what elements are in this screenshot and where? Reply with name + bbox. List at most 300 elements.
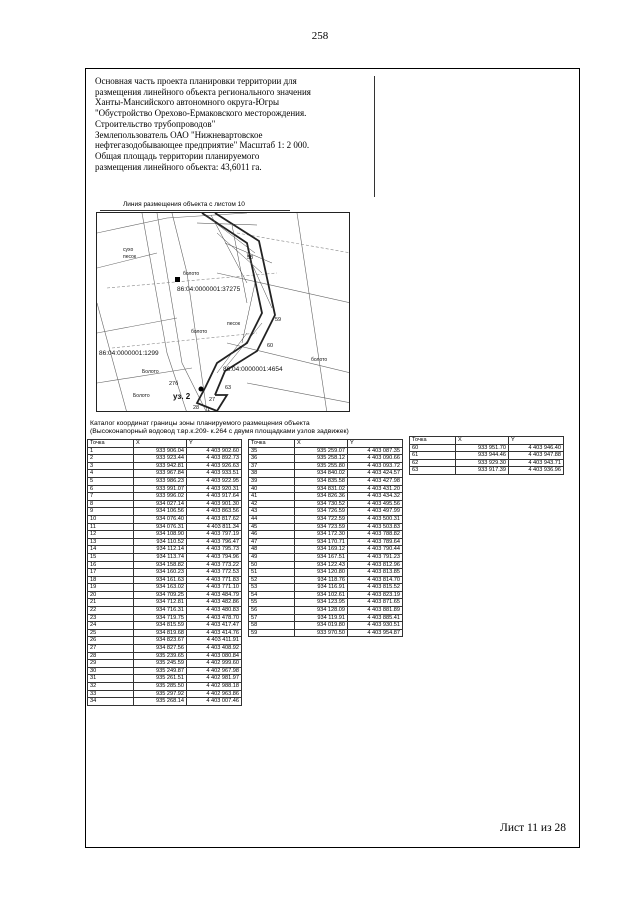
table-cell: 934 709.25	[134, 591, 187, 599]
table-cell: 4 403 408.92	[187, 645, 242, 653]
table-row	[249, 447, 403, 455]
table-cell: 4 403 797.19	[187, 531, 242, 539]
table-cell: 4 403 417.47	[187, 622, 242, 630]
table-cell: 6	[88, 485, 134, 493]
table-cell: 934 113.74	[134, 553, 187, 561]
table-row	[249, 553, 403, 561]
table-cell: 933 923.44	[134, 455, 187, 463]
table-cell: 935 245.59	[134, 660, 187, 668]
map-small-label: болото	[311, 357, 328, 363]
point-label: 28	[193, 405, 200, 411]
table-cell: 32	[88, 683, 134, 691]
table-cell: 4 403 943.71	[509, 459, 564, 467]
table-cell: 934 118.76	[295, 576, 348, 584]
table-cell: 935 261.51	[134, 675, 187, 683]
table-cell: 934 712.81	[134, 599, 187, 607]
table-cell: 4 403 812.96	[348, 561, 403, 569]
table-row	[88, 470, 242, 478]
table-cell: 4 403 926.63	[187, 462, 242, 470]
table-cell: 4 403 901.30	[187, 500, 242, 508]
table-row	[88, 523, 242, 531]
table-cell: 933 942.81	[134, 462, 187, 470]
table-row	[88, 569, 242, 577]
table-cell: 25	[88, 629, 134, 637]
table-cell: 4 403 427.98	[348, 477, 403, 485]
table-cell: 58	[249, 622, 295, 630]
table-row	[88, 629, 242, 637]
table-row	[88, 447, 242, 455]
table-cell: 20	[88, 591, 134, 599]
table-row	[249, 576, 403, 584]
table-cell: 934 169.12	[295, 546, 348, 554]
table-cell: 934 726.59	[295, 508, 348, 516]
table-cell: 22	[88, 607, 134, 615]
table-cell: 46	[249, 531, 295, 539]
table-cell: 29	[88, 660, 134, 668]
table-cell: 51	[249, 569, 295, 577]
coords-table-2	[248, 439, 403, 637]
table-cell: 26	[88, 637, 134, 645]
table-row	[88, 584, 242, 592]
map-small-label: песок	[227, 321, 241, 327]
table-cell: 934 108.90	[134, 531, 187, 539]
table-cell: 42	[249, 500, 295, 508]
table-cell: 4 403 007.46	[187, 698, 242, 706]
table-cell: 934 172.30	[295, 531, 348, 539]
table-cell: 39	[249, 477, 295, 485]
table-row	[88, 455, 242, 463]
site-map	[96, 212, 350, 412]
table-cell: 49	[249, 553, 295, 561]
title-line: Ханты-Мансийского автономного округа-Югры	[95, 97, 279, 108]
page-number: 258	[311, 30, 329, 42]
table-row	[249, 546, 403, 554]
table-cell: 934 076.31	[134, 523, 187, 531]
table-cell: 933 944.46	[456, 452, 509, 460]
table-row	[88, 690, 242, 698]
column-header: X	[134, 440, 187, 448]
table-cell: 50	[249, 561, 295, 569]
table-row	[249, 485, 403, 493]
table-cell: 63	[410, 467, 456, 475]
table-row	[88, 667, 242, 675]
table-cell: 934 815.59	[134, 622, 187, 630]
table-cell: 934 158.82	[134, 561, 187, 569]
table-cell: 4 403 823.19	[348, 591, 403, 599]
table-cell: 4 403 815.52	[348, 584, 403, 592]
table-cell: 934 106.56	[134, 508, 187, 516]
table-row	[88, 698, 242, 706]
table-cell: 4 403 482.86	[187, 599, 242, 607]
title-line: размещения линейного объекта: 43,6011 га.	[95, 161, 262, 172]
catalog-caption-line: (Высоконапорный водовод т.вр.к.209- к.264 с двумя площадками узлов задвижек)	[90, 427, 349, 435]
table-cell: 4 403 497.99	[348, 508, 403, 516]
table-row	[88, 553, 242, 561]
table-row	[249, 531, 403, 539]
table-cell: 934 160.23	[134, 569, 187, 577]
title-line: Строительство трубопроводов"	[95, 118, 216, 129]
table-row	[88, 675, 242, 683]
table-cell: 55	[249, 599, 295, 607]
table-cell: 14	[88, 546, 134, 554]
table-row	[249, 614, 403, 622]
table-row	[249, 455, 403, 463]
table-cell: 935 285.50	[134, 683, 187, 691]
table-row	[88, 576, 242, 584]
point-label: 1	[207, 407, 211, 413]
table-cell: 4 403 500.31	[348, 515, 403, 523]
table-cell: 934 120.80	[295, 569, 348, 577]
table-row	[88, 546, 242, 554]
table-row	[88, 531, 242, 539]
table-cell: 934 110.52	[134, 538, 187, 546]
table-cell: 2	[88, 455, 134, 463]
table-row	[249, 584, 403, 592]
title-line: Землепользователь ОАО "Нижневартовское	[95, 129, 263, 140]
parcel-label: 86:04:0000001:37275	[177, 286, 241, 293]
table-cell: 4 403 773.22	[187, 561, 242, 569]
table-cell: 934 826.36	[295, 493, 348, 501]
table-cell: 934 076.40	[134, 515, 187, 523]
table-cell: 4 403 933.51	[187, 470, 242, 478]
title-line: размещения линейного объекта регионального значения	[95, 86, 311, 97]
table-cell: 4 403 936.96	[509, 467, 564, 475]
table-cell: 4 403 080.84	[187, 652, 242, 660]
table-cell: 4 403 434.32	[348, 493, 403, 501]
table-cell: 935 255.80	[295, 462, 348, 470]
table-row	[249, 599, 403, 607]
table-cell: 43	[249, 508, 295, 516]
table-cell: 4 403 484.79	[187, 591, 242, 599]
table-cell: 4 403 431.20	[348, 485, 403, 493]
table-cell: 934 840.02	[295, 470, 348, 478]
table-row	[249, 508, 403, 516]
table-cell: 934 719.75	[134, 614, 187, 622]
table-cell: 4 403 414.76	[187, 629, 242, 637]
coords-table-1	[87, 439, 242, 706]
table-row	[249, 561, 403, 569]
map-small-label: песок	[123, 254, 137, 260]
table-cell: 4 403 796.47	[187, 538, 242, 546]
table-row	[88, 652, 242, 660]
column-header: Точка	[88, 440, 134, 448]
table-cell: 933 986.23	[134, 477, 187, 485]
table-cell: 21	[88, 599, 134, 607]
table-cell: 4 403 791.23	[348, 553, 403, 561]
table-cell: 4 403 788.82	[348, 531, 403, 539]
table-cell: 934 019.80	[295, 622, 348, 630]
table-row	[410, 444, 564, 452]
table-cell: 933 970.50	[295, 629, 348, 637]
table-cell: 12	[88, 531, 134, 539]
column-header: Y	[348, 440, 403, 448]
table-cell: 17	[88, 569, 134, 577]
table-row	[88, 591, 242, 599]
table-cell: 933 996.02	[134, 493, 187, 501]
table-cell: 10	[88, 515, 134, 523]
point-label: 58	[247, 255, 254, 261]
table-cell: 4 403 478.70	[187, 614, 242, 622]
column-header: X	[295, 440, 348, 448]
table-row	[249, 470, 403, 478]
table-row	[88, 485, 242, 493]
title-line: Общая площадь территории планируемого	[95, 150, 260, 161]
table-cell: 4 403 087.35	[348, 447, 403, 455]
table-cell: 41	[249, 493, 295, 501]
table-cell: 54	[249, 591, 295, 599]
table-row	[88, 493, 242, 501]
table-cell: 37	[249, 462, 295, 470]
title-line: нефтегазодобывающее предприятие" Масштаб 1: 2 000.	[95, 140, 310, 151]
table-row	[249, 523, 403, 531]
table-cell: 933 906.04	[134, 447, 187, 455]
table-cell: 4 403 885.41	[348, 614, 403, 622]
table-row	[88, 500, 242, 508]
table-cell: 4 403 813.85	[348, 569, 403, 577]
table-cell: 935 249.87	[134, 667, 187, 675]
table-cell: 4 403 771.83	[187, 576, 242, 584]
table-row	[249, 622, 403, 630]
table-cell: 934 827.56	[134, 645, 187, 653]
map-small-label: болото	[191, 329, 208, 335]
table-cell: 23	[88, 614, 134, 622]
table-cell: 934 819.68	[134, 629, 187, 637]
table-cell: 933 917.39	[456, 467, 509, 475]
table-row	[410, 452, 564, 460]
table-cell: 4 403 946.40	[509, 444, 564, 452]
table-cell: 4 403 930.51	[348, 622, 403, 630]
table-cell: 933 929.30	[456, 459, 509, 467]
table-cell: 934 163.02	[134, 584, 187, 592]
site-map-graphic	[97, 213, 350, 412]
node-label: уз. 2	[173, 392, 191, 401]
table-cell: 52	[249, 576, 295, 584]
table-cell: 40	[249, 485, 295, 493]
table-row	[88, 614, 242, 622]
table-cell: 3	[88, 462, 134, 470]
table-cell: 4 403 902.60	[187, 447, 242, 455]
table-row	[88, 599, 242, 607]
table-row	[249, 629, 403, 637]
table-row	[249, 515, 403, 523]
parcel-label: 86:04:0000001:4654	[223, 366, 283, 373]
table-cell: 53	[249, 584, 295, 592]
table-cell: 935 297.92	[134, 690, 187, 698]
table-cell: 44	[249, 515, 295, 523]
table-cell: 13	[88, 538, 134, 546]
table-cell: 933 967.84	[134, 470, 187, 478]
table-cell: 933 991.07	[134, 485, 187, 493]
table-row	[249, 493, 403, 501]
catalog-caption	[90, 420, 349, 435]
table-cell: 4 402 981.97	[187, 675, 242, 683]
column-header: Точка	[249, 440, 295, 448]
point-label: 27б	[169, 381, 179, 387]
table-cell: 36	[249, 455, 295, 463]
table-cell: 4 403 789.64	[348, 538, 403, 546]
table-cell: 5	[88, 477, 134, 485]
table-cell: 4 403 424.57	[348, 470, 403, 478]
table-cell: 934 716.31	[134, 607, 187, 615]
table-row	[410, 467, 564, 475]
table-cell: 934 112.14	[134, 546, 187, 554]
table-cell: 4 403 871.65	[348, 599, 403, 607]
table-cell: 62	[410, 459, 456, 467]
column-header: X	[456, 437, 509, 445]
table-cell: 4 403 090.66	[348, 455, 403, 463]
table-row	[249, 462, 403, 470]
table-row	[88, 515, 242, 523]
table-cell: 935 268.14	[134, 698, 187, 706]
table-cell: 4 402 967.98	[187, 667, 242, 675]
table-cell: 4 402 963.86	[187, 690, 242, 698]
table-cell: 4 402 988.18	[187, 683, 242, 691]
table-cell: 4 403 917.64	[187, 493, 242, 501]
table-row	[88, 561, 242, 569]
table-cell: 4 403 093.72	[348, 462, 403, 470]
table-row	[249, 607, 403, 615]
table-cell: 4 403 794.96	[187, 553, 242, 561]
table-cell: 4 403 790.44	[348, 546, 403, 554]
table-cell: 61	[410, 452, 456, 460]
table-cell: 28	[88, 652, 134, 660]
table-cell: 934 122.43	[295, 561, 348, 569]
table-cell: 4	[88, 470, 134, 478]
table-cell: 935 259.07	[295, 447, 348, 455]
map-link-underline	[100, 210, 290, 211]
column-header: Y	[509, 437, 564, 445]
table-cell: 4 403 817.62	[187, 515, 242, 523]
title-line: Основная часть проекта планировки территории для	[95, 76, 297, 86]
table-row	[88, 508, 242, 516]
table-cell: 934 722.59	[295, 515, 348, 523]
table-cell: 4 403 947.88	[509, 452, 564, 460]
table-row	[88, 637, 242, 645]
table-cell: 4 403 771.10	[187, 584, 242, 592]
table-cell: 934 116.91	[295, 584, 348, 592]
table-cell: 934 730.52	[295, 500, 348, 508]
parcel-label: 86:04:0000001:1299	[99, 350, 159, 357]
table-cell: 4 403 922.95	[187, 477, 242, 485]
map-small-label: болото	[183, 271, 200, 277]
map-small-label: Болото	[142, 369, 159, 375]
table-cell: 47	[249, 538, 295, 546]
table-row	[88, 477, 242, 485]
table-row	[410, 459, 564, 467]
table-cell: 4 403 480.83	[187, 607, 242, 615]
table-cell: 933 951.70	[456, 444, 509, 452]
table-cell: 4 403 495.56	[348, 500, 403, 508]
table-cell: 4 403 503.83	[348, 523, 403, 531]
table-cell: 57	[249, 614, 295, 622]
table-cell: 4 403 954.87	[348, 629, 403, 637]
table-cell: 4 403 811.34	[187, 523, 242, 531]
table-cell: 4 403 892.73	[187, 455, 242, 463]
table-cell: 934 831.02	[295, 485, 348, 493]
table-cell: 9	[88, 508, 134, 516]
table-cell: 27	[88, 645, 134, 653]
table-cell: 934 170.71	[295, 538, 348, 546]
table-cell: 45	[249, 523, 295, 531]
table-row	[88, 462, 242, 470]
table-row	[88, 683, 242, 691]
table-cell: 934 167.51	[295, 553, 348, 561]
table-cell: 7	[88, 493, 134, 501]
table-cell: 934 835.58	[295, 477, 348, 485]
table-cell: 35	[249, 447, 295, 455]
table-cell: 4 403 920.31	[187, 485, 242, 493]
table-cell: 934 123.95	[295, 599, 348, 607]
table-cell: 15	[88, 553, 134, 561]
table-cell: 934 823.67	[134, 637, 187, 645]
table-cell: 38	[249, 470, 295, 478]
table-row	[249, 500, 403, 508]
table-row	[249, 569, 403, 577]
table-cell: 18	[88, 576, 134, 584]
table-row	[88, 607, 242, 615]
title-line: "Обустройство Орехово-Ермаковского месторождения.	[95, 108, 307, 119]
table-cell: 4 402 999.60	[187, 660, 242, 668]
table-cell: 935 239.65	[134, 652, 187, 660]
table-row	[249, 477, 403, 485]
point-label: 63	[225, 385, 232, 391]
title-block	[90, 76, 375, 197]
table-cell: 33	[88, 690, 134, 698]
table-cell: 34	[88, 698, 134, 706]
point-label: 59	[275, 317, 282, 323]
table-cell: 4 403 863.56	[187, 508, 242, 516]
table-cell: 48	[249, 546, 295, 554]
table-cell: 4 403 881.89	[348, 607, 403, 615]
table-row	[249, 538, 403, 546]
table-cell: 24	[88, 622, 134, 630]
table-cell: 4 403 814.70	[348, 576, 403, 584]
table-cell: 934 161.63	[134, 576, 187, 584]
table-cell: 934 128.09	[295, 607, 348, 615]
point-label: 27	[209, 397, 216, 403]
table-cell: 935 258.12	[295, 455, 348, 463]
node-marker	[199, 387, 204, 392]
table-row	[249, 591, 403, 599]
table-cell: 934 723.59	[295, 523, 348, 531]
table-cell: 934 027.14	[134, 500, 187, 508]
column-header: Точка	[410, 437, 456, 445]
table-row	[88, 622, 242, 630]
table-cell: 4 403 772.53	[187, 569, 242, 577]
table-cell: 31	[88, 675, 134, 683]
table-cell: 934 119.91	[295, 614, 348, 622]
table-cell: 16	[88, 561, 134, 569]
table-cell: 30	[88, 667, 134, 675]
table-cell: 4 403 795.73	[187, 546, 242, 554]
sheet-label: Лист 11 из 28	[500, 822, 566, 834]
map-small-label: сухо	[123, 247, 134, 253]
table-cell: 934 102.61	[295, 591, 348, 599]
table-cell: 56	[249, 607, 295, 615]
map-small-label: Болото	[133, 393, 150, 399]
column-header: Y	[187, 440, 242, 448]
table-cell: 11	[88, 523, 134, 531]
table-row	[88, 538, 242, 546]
table-cell: 60	[410, 444, 456, 452]
table-cell: 59	[249, 629, 295, 637]
point-label: 60	[267, 343, 274, 349]
table-row	[88, 660, 242, 668]
table-cell: 4 403 411.91	[187, 637, 242, 645]
table-row	[88, 645, 242, 653]
table-cell: 1	[88, 447, 134, 455]
table-cell: 19	[88, 584, 134, 592]
